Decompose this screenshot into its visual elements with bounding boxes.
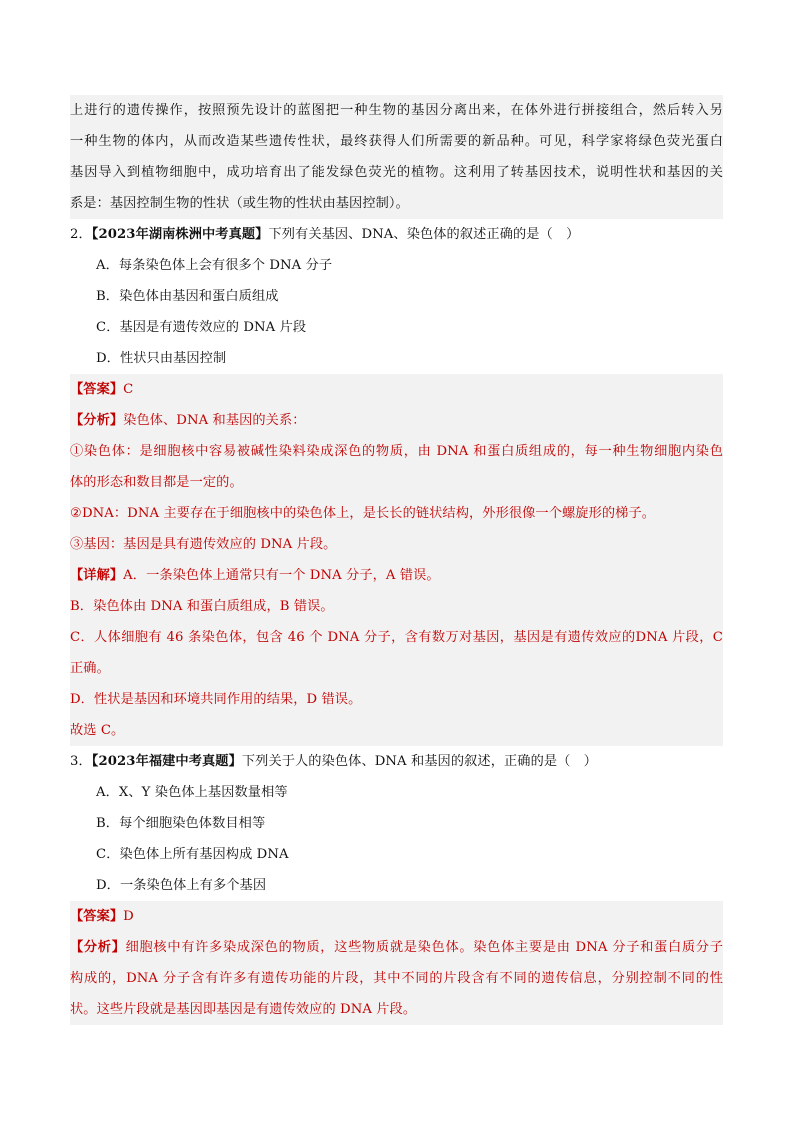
answer-value: C [123, 382, 134, 397]
option-b: B．染色体由基因和蛋白质组成 [96, 289, 279, 304]
solution-3 [70, 901, 723, 1025]
analysis-point-1-cont: 体的形态和数目都是一定的。 [70, 475, 243, 490]
text-line: 系是：基因控制生物的性状（或生物的性状由基因控制）。 [70, 196, 409, 211]
analysis-line [70, 405, 723, 436]
detail-line: D．性状是基因和环境共同作用的结果，D 错误。 [70, 692, 362, 707]
detail-line: 正确。 [70, 661, 110, 676]
question-source: 【2023年福建中考真题】 [91, 754, 242, 769]
analysis-point-3 [70, 529, 723, 560]
question-3 [70, 746, 723, 901]
detail-label: 【详解】 [70, 568, 124, 583]
point-marker: ② [70, 506, 82, 521]
point-text: ：是细胞核中容易被碱性染料染成深色的物质，由 DNA 和蛋白质组成的，每一种生物细胞内染色 [125, 444, 723, 459]
option-c: C．基因是有遗传效应的 DNA 片段 [96, 320, 307, 335]
text-line: 基因导入到植物细胞中，成功培育出了能发绿色荧光的植物。这利用了转基因技术，说明性状和基因的关 [70, 165, 723, 180]
analysis-line: 构成的，DNA 分子含有许多有遗传功能的片段，其中不同的片段含有不同的遗传信息，分别控制不同的性 [70, 971, 723, 986]
option-c: C．染色体上所有基因构成 DNA [96, 847, 289, 862]
point-marker: ① [70, 444, 84, 459]
question-2 [70, 219, 723, 374]
answer-line [70, 901, 723, 932]
point-text: ：基因是具有遗传效应的 DNA 片段。 [109, 537, 337, 552]
text-line: 上进行的遗传操作，按照预先设计的蓝图把一种生物的基因分离出来，在体外进行拼接组合，然后转入另 [70, 103, 723, 118]
option-d: D．性状只由基因控制 [96, 351, 227, 366]
answer-label: 【答案】 [70, 909, 124, 924]
option-a: A．X、Y 染色体上基因数量相等 [96, 785, 288, 800]
option-d: D．一条染色体上有多个基因 [96, 878, 267, 893]
analysis-label: 【分析】 [70, 940, 126, 955]
answer-line [70, 374, 723, 405]
question-text: 下列有关基因、DNA、染色体的叙述正确的是（ ） [268, 227, 580, 242]
point-text: ：DNA 主要存在于细胞核中的染色体上，是长长的链状结构，外形很像一个螺旋形的梯子。 [113, 506, 656, 521]
text-line: 一种生物的体内，从而改造某些遗传性状，最终获得人们所需要的新品种。可见，科学家将绿色荧光蛋白 [70, 134, 723, 149]
previous-explanation [70, 95, 723, 219]
point-marker: ③ [70, 537, 84, 552]
point-label: 基因 [83, 537, 110, 552]
analysis-text: 细胞核中有许多染成深色的物质，这些物质就是染色体。染色体主要是由 DNA 分子和蛋白质分子 [125, 940, 723, 955]
question-text: 下列关于人的染色体、DNA 和基因的叙述，正确的是（ ） [241, 754, 598, 769]
analysis-label: 【分析】 [70, 413, 124, 428]
detail-line: B．染色体由 DNA 和蛋白质组成，B 错误。 [70, 599, 334, 614]
point-label: DNA [81, 506, 114, 521]
question-stem [70, 219, 723, 250]
document-page [70, 95, 723, 1025]
detail-line [70, 560, 723, 591]
analysis-point-1 [70, 436, 723, 467]
option-a: A．每条染色体上会有很多个 DNA 分子 [96, 258, 333, 273]
detail-line: 故选 C。 [70, 723, 125, 738]
question-stem [70, 746, 723, 777]
question-source: 【2023年湖南株洲中考真题】 [91, 227, 269, 242]
question-number: 3． [70, 754, 92, 769]
option-b: B．每个细胞染色体数目相等 [96, 816, 266, 831]
answer-label: 【答案】 [70, 382, 124, 397]
question-number: 2． [70, 227, 92, 242]
analysis-line: 状。这些片段就是基因即基因是有遗传效应的 DNA 片段。 [70, 1002, 417, 1017]
analysis-intro: 染色体、DNA 和基因的关系： [123, 413, 306, 428]
point-label: 染色体 [83, 444, 126, 459]
solution-2 [70, 374, 723, 746]
analysis-line [70, 932, 723, 963]
analysis-point-2 [70, 498, 723, 529]
answer-value: D [123, 909, 134, 924]
detail-text: A．一条染色体上通常只有一个 DNA 分子，A 错误。 [123, 568, 440, 583]
detail-line: C．人体细胞有 46 条染色体，包含 46 个 DNA 分子，含有数万对基因，基因是有遗传效应的DNA 片段，C [70, 630, 723, 645]
